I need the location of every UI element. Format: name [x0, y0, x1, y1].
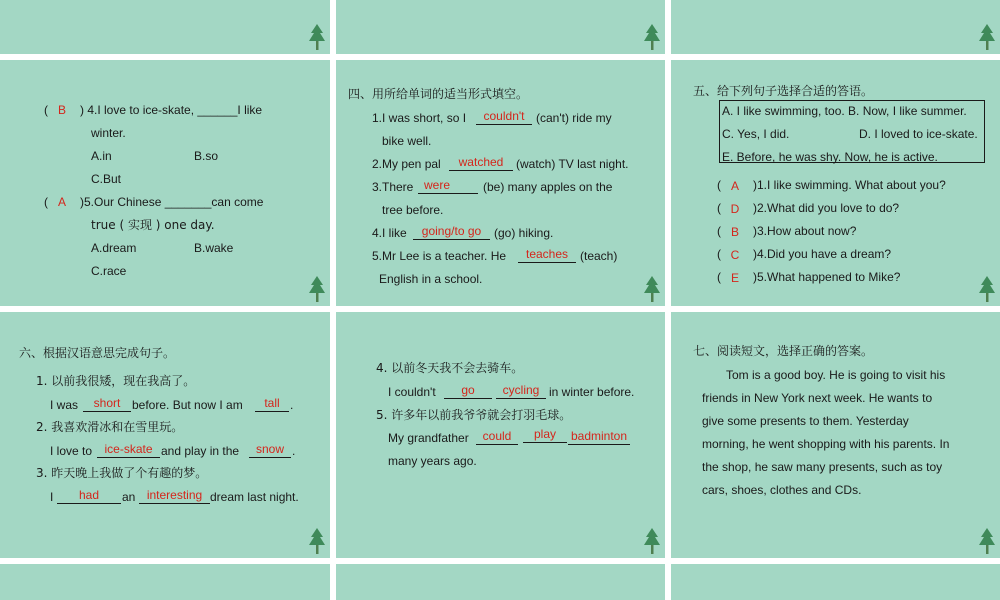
- slide-choose-responses: [671, 60, 1000, 306]
- q3-text-end: dream last night.: [210, 490, 299, 504]
- passage-line: give some presents to them. Yesterday: [702, 414, 909, 428]
- section-heading: 五、给下列句子选择合适的答语。: [693, 84, 874, 98]
- slide-top-middle: [336, 0, 665, 54]
- q1-blank-1: [83, 411, 131, 412]
- q1-answer: couldn't: [483, 109, 525, 123]
- section-heading: 七、阅读短文，选择正确的答案。: [693, 344, 874, 358]
- q3-blank-2: [139, 503, 210, 504]
- q4-text-post: (go) hiking.: [494, 226, 554, 240]
- q3-blank: [418, 193, 478, 194]
- q4-answer-1: go: [461, 383, 475, 397]
- slide-multiple-choice: [0, 60, 330, 306]
- passage-line: cars, shoes, clothes and CDs.: [702, 483, 862, 497]
- q4-paren: (: [44, 103, 48, 117]
- tree-icon: [644, 528, 660, 554]
- slide-reading: [671, 312, 1000, 558]
- slide-word-forms: [336, 60, 665, 306]
- q5-text-cont: English in a school.: [379, 272, 483, 286]
- q3-text-cont: tree before.: [382, 203, 444, 217]
- q5-paren: (: [44, 195, 48, 209]
- q4-option-c: C.But: [91, 172, 122, 186]
- passage-line: Tom is a good boy. He is going to visit his: [726, 368, 946, 382]
- item-answer: D: [730, 202, 740, 216]
- tree-icon: [644, 276, 660, 302]
- q1-text-end: .: [290, 398, 294, 412]
- q5-answer: teaches: [525, 247, 569, 261]
- passage-line: the shop, he saw many presents, such as toy: [702, 460, 943, 474]
- q4-answer: B: [57, 103, 66, 117]
- q5-text-post: (teach): [580, 249, 618, 263]
- slide-complete-sentences-cont: [336, 312, 665, 558]
- q5-blank-1: [476, 444, 518, 445]
- q5-stem-cont: true ( 实现 ) one day.: [91, 218, 215, 232]
- option-line-1: A. I like swimming, too. B. Now, I like summer.: [722, 104, 967, 118]
- q2-text: I love to: [50, 444, 93, 458]
- q5-blank: [518, 262, 576, 263]
- item-paren: (: [717, 224, 721, 238]
- q4-answer-2: cycling: [502, 383, 540, 397]
- item-paren: (: [717, 270, 721, 284]
- item-text: )4.Did you have a dream?: [753, 247, 892, 261]
- slide-top-right: [671, 0, 1000, 54]
- q2-text-post: (watch) TV last night.: [516, 157, 629, 171]
- q4-answer: going/to go: [421, 224, 482, 238]
- item-text: )5.What happened to Mike?: [753, 270, 901, 284]
- item-answer: E: [730, 271, 739, 285]
- q5-answer-3: badminton: [570, 429, 628, 443]
- q3-answer: were: [424, 178, 451, 192]
- q5-stem: )5.Our Chinese _______can come: [80, 195, 264, 209]
- q5-option-c: C.race: [91, 264, 127, 278]
- item-answer: C: [730, 248, 740, 262]
- q2-text-end: .: [292, 444, 296, 458]
- slide-bottom-middle: [336, 564, 665, 600]
- q1-blank-2: [255, 411, 289, 412]
- q4-stem-cont: winter.: [91, 126, 126, 140]
- item-paren: (: [717, 247, 721, 261]
- q1-text-mid: before. But now I am: [132, 398, 243, 412]
- item-paren: (: [717, 178, 721, 192]
- tree-icon: [309, 24, 325, 50]
- q1-text: 1.I was short, so I: [372, 111, 467, 125]
- q2-text: 2.My pen pal: [372, 157, 441, 171]
- item-text: )3.How about now?: [753, 224, 857, 238]
- slide-bottom-left: [0, 564, 330, 600]
- q5-answer-1: could: [482, 429, 512, 443]
- q4-blank-2: [496, 398, 546, 399]
- q3-chinese: 3. 昨天晚上我做了个有趣的梦。: [36, 466, 208, 480]
- slide-complete-sentences: [0, 312, 330, 558]
- q4-text: 4.I like: [372, 226, 407, 240]
- section-heading: 六、根据汉语意思完成句子。: [19, 346, 176, 360]
- q3-answer-2: interesting: [146, 488, 203, 502]
- q4-stem: ) 4.I love to ice-skate, ______I like: [80, 103, 263, 117]
- q1-chinese: 1. 以前我很矮，现在我高了。: [36, 374, 196, 388]
- item-answer: A: [730, 179, 739, 193]
- q3-blank-1: [57, 503, 121, 504]
- q4-option-b: B.so: [194, 149, 219, 163]
- q1-answer-2: tall: [264, 396, 280, 410]
- tree-icon: [979, 528, 995, 554]
- q2-chinese: 2. 我喜欢滑冰和在雪里玩。: [36, 420, 184, 434]
- q1-text-post: (can't) ride my: [536, 111, 612, 125]
- q5-blank-3: [568, 444, 630, 445]
- q2-answer-2: snow: [255, 442, 284, 456]
- item-text: )1.I like swimming. What about you?: [753, 178, 946, 192]
- passage-line: morning, he went shopping with his parents. In: [702, 437, 950, 451]
- q5-blank-2: [523, 442, 567, 443]
- q4-text-end: in winter before.: [549, 385, 635, 399]
- reading-passage: [702, 364, 969, 502]
- q5-text: 5.Mr Lee is a teacher. He: [372, 249, 507, 263]
- q5-text: My grandfather: [388, 431, 469, 445]
- q1-blank: [476, 124, 532, 125]
- q2-answer: watched: [458, 155, 504, 169]
- q5-chinese: 5. 许多年以前我爷爷就会打羽毛球。: [376, 408, 572, 422]
- tree-icon: [979, 276, 995, 302]
- q4-option-a: A.in: [91, 149, 112, 163]
- q5-text-end: many years ago.: [388, 454, 477, 468]
- option-line-2b: D. I loved to ice-skate.: [859, 127, 978, 141]
- item-text: )2.What did you love to do?: [753, 201, 900, 215]
- tree-icon: [979, 24, 995, 50]
- option-line-3: E. Before, he was shy. Now, he is active.: [722, 150, 938, 164]
- q5-answer-2: play: [533, 427, 556, 441]
- q1-answer-1: short: [93, 396, 121, 410]
- q3-text-mid: an: [122, 490, 136, 504]
- q1-text-cont: bike well.: [382, 134, 432, 148]
- q3-text: 3.There: [372, 180, 414, 194]
- passage-line: friends in New York next week. He wants to: [702, 391, 933, 405]
- q4-text: I couldn't: [388, 385, 436, 399]
- option-line-2a: C. Yes, I did.: [722, 127, 790, 141]
- slide-bottom-right: [671, 564, 1000, 600]
- q3-text-post: (be) many apples on the: [483, 180, 613, 194]
- slide-top-left: [0, 0, 330, 54]
- item-answer: B: [730, 225, 739, 239]
- q3-answer-1: had: [78, 488, 100, 502]
- q3-text: I: [50, 490, 54, 504]
- q2-answer-1: ice-skate: [104, 442, 153, 456]
- q5-option-a: A.dream: [91, 241, 137, 255]
- q4-blank-1: [444, 398, 492, 399]
- tree-icon: [309, 276, 325, 302]
- q5-answer: A: [57, 195, 66, 209]
- q2-blank: [449, 170, 513, 171]
- tree-icon: [644, 24, 660, 50]
- q2-text-mid: and play in the: [161, 444, 240, 458]
- q4-blank: [413, 239, 490, 240]
- q1-text: I was: [50, 398, 79, 412]
- q2-blank-1: [97, 457, 160, 458]
- tree-icon: [309, 528, 325, 554]
- q4-chinese: 4. 以前冬天我不会去骑车。: [376, 361, 524, 375]
- q2-blank-2: [249, 457, 291, 458]
- item-paren: (: [717, 201, 721, 215]
- section-heading: 四、用所给单词的适当形式填空。: [348, 87, 529, 101]
- q5-option-b: B.wake: [194, 241, 234, 255]
